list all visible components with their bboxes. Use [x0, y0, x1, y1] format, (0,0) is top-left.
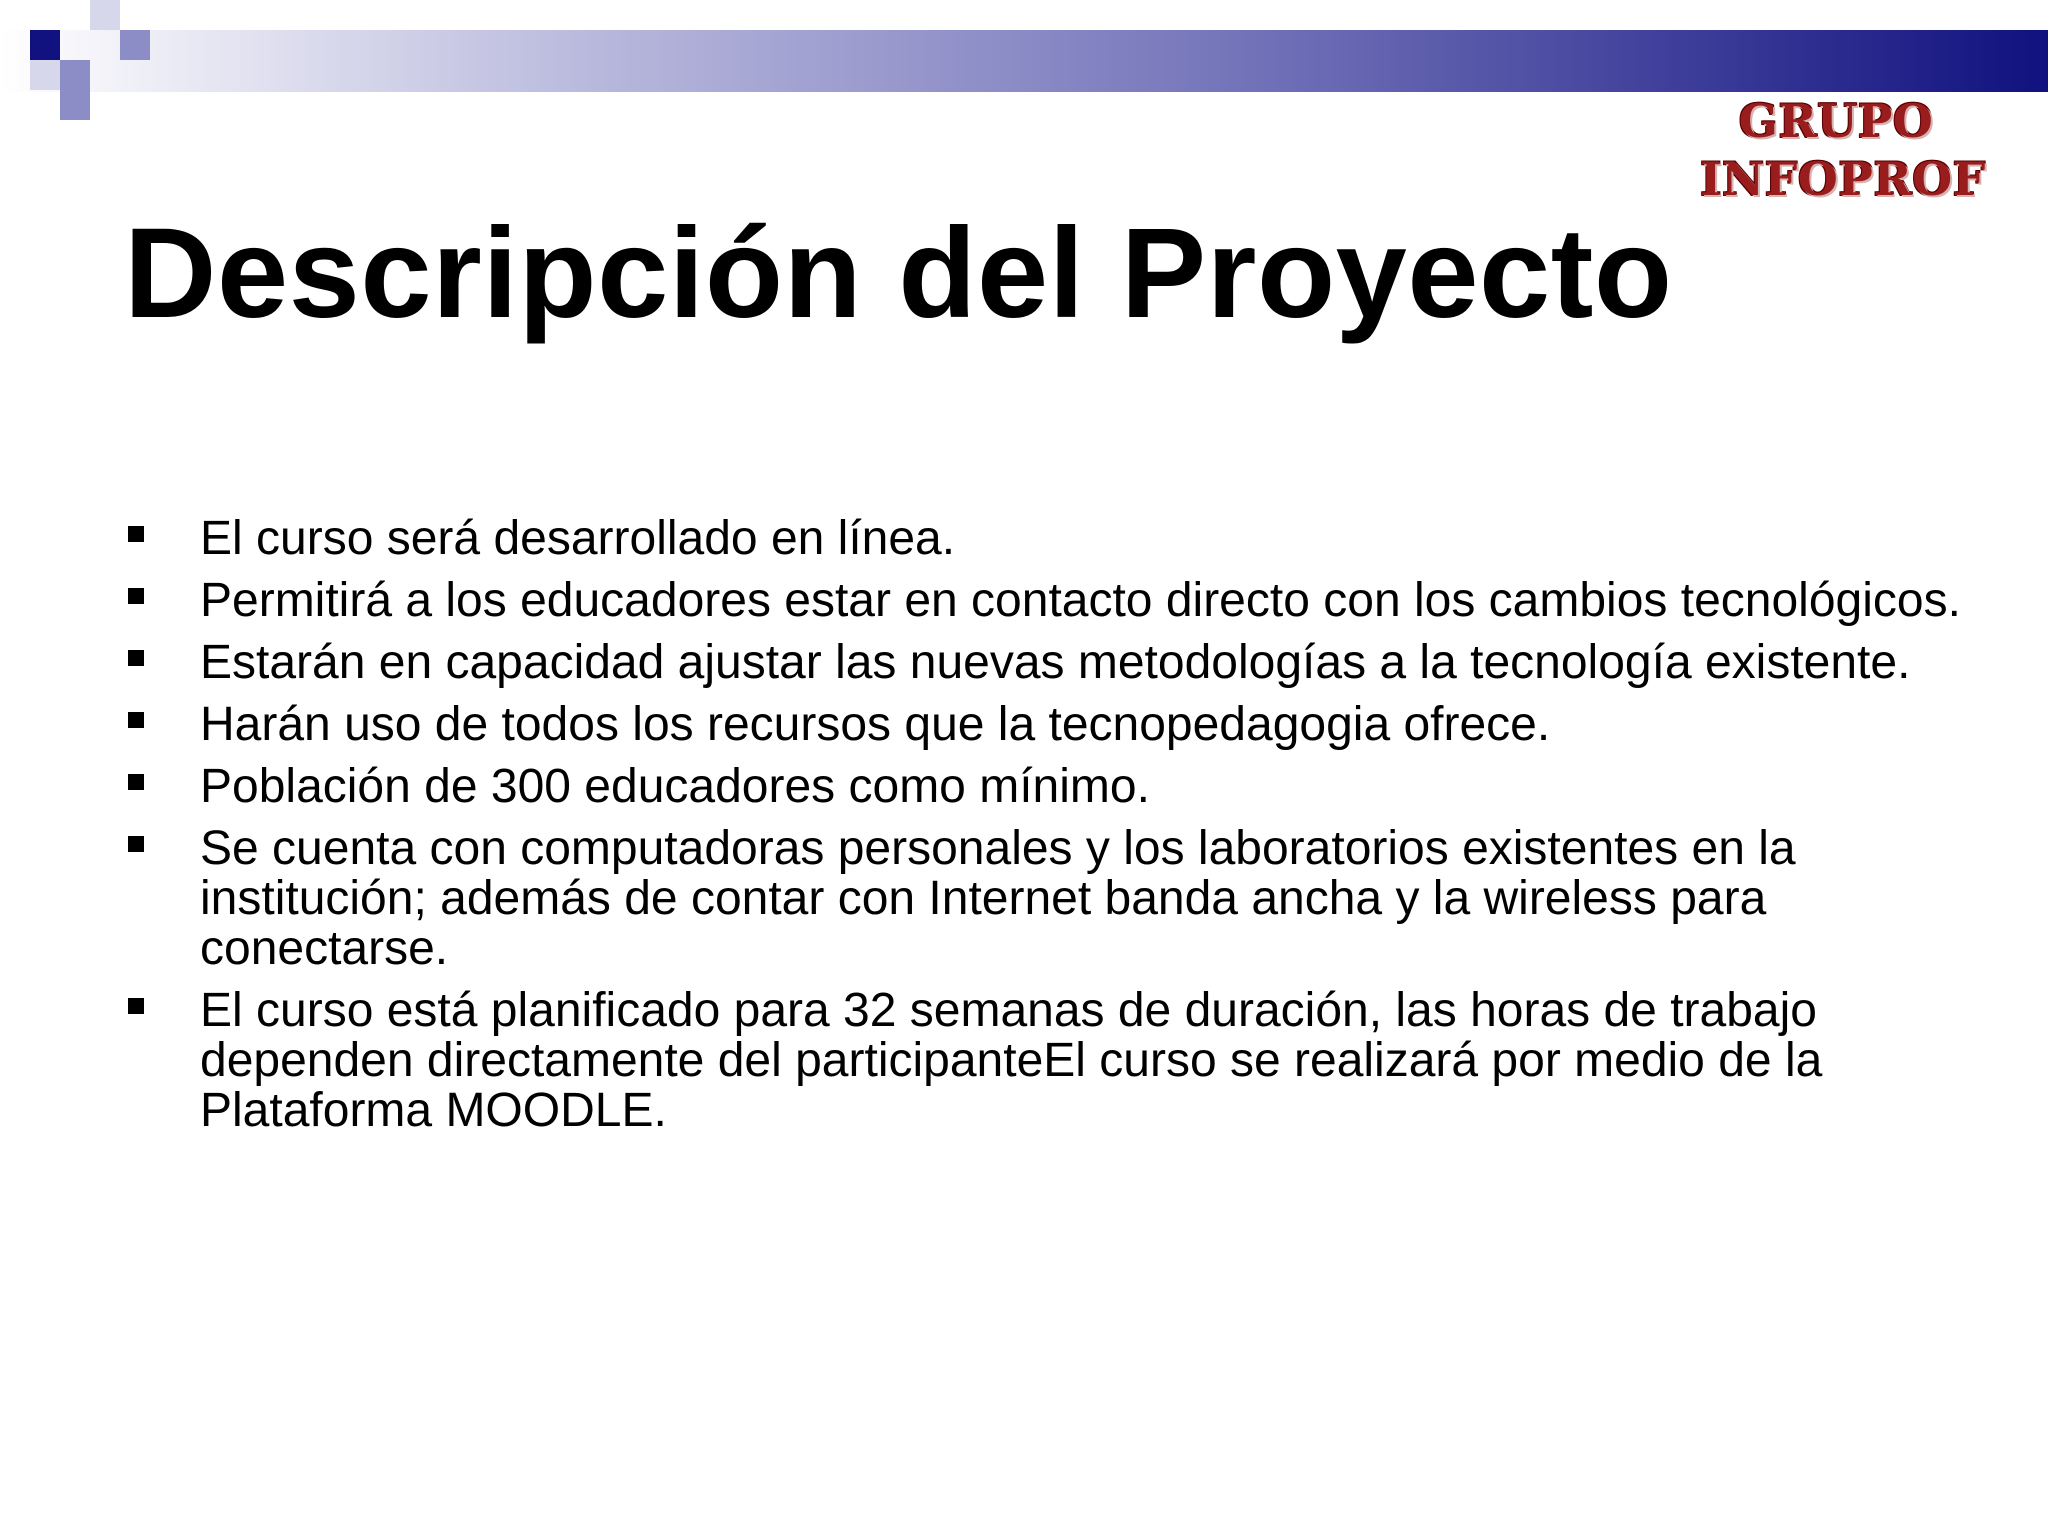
header-square-light	[30, 60, 60, 90]
square-bullet-icon	[128, 712, 144, 728]
bullet-item	[124, 700, 1974, 750]
bullet-item	[124, 986, 1974, 1136]
square-bullet-icon	[128, 526, 144, 542]
bullet-item	[124, 762, 1974, 812]
header-square-dark	[30, 30, 60, 60]
bullet-item	[124, 638, 1974, 688]
bullet-text: Estarán en capacidad ajustar las nuevas metodologías a la tecnología existente.	[200, 636, 1911, 689]
header-square-light	[90, 0, 120, 30]
bullet-text: Permitirá a los educadores estar en contacto directo con los cambios tecnológicos.	[200, 574, 1961, 627]
logo-line-2: INFOPROF	[1700, 152, 1986, 206]
bullet-text: Harán uso de todos los recursos que la tecnopedagogia ofrece.	[200, 698, 1551, 751]
header-gradient-bar	[0, 30, 2048, 92]
header-square-mid	[120, 30, 150, 60]
grupo-infoprof-logo	[1700, 94, 1986, 224]
bullet-item	[124, 824, 1974, 974]
bullet-item	[124, 514, 1974, 564]
header-square-mid	[60, 90, 90, 120]
square-bullet-icon	[128, 836, 144, 852]
bullet-text: El curso será desarrollado en línea.	[200, 512, 956, 565]
header-square-mid	[60, 60, 90, 90]
square-bullet-icon	[128, 588, 144, 604]
bullet-text: El curso está planificado para 32 semanas de duración, las horas de trabajo dependen directamente del participanteEl curso se realizará por medio de la Plataforma MOODLE.	[200, 984, 1823, 1137]
bullet-item	[124, 576, 1974, 626]
bullet-text: Población de 300 educadores como mínimo.	[200, 760, 1150, 813]
square-bullet-icon	[128, 774, 144, 790]
bullet-list	[124, 514, 1974, 1148]
bullet-text: Se cuenta con computadoras personales y los laboratorios existentes en la institución; además de contar con Internet banda ancha y la wireless para conectarse.	[200, 822, 1796, 975]
logo-line-1: GRUPO	[1738, 94, 1934, 148]
square-bullet-icon	[128, 650, 144, 666]
square-bullet-icon	[128, 998, 144, 1014]
slide-title: Descripción del Proyecto	[124, 202, 1673, 345]
